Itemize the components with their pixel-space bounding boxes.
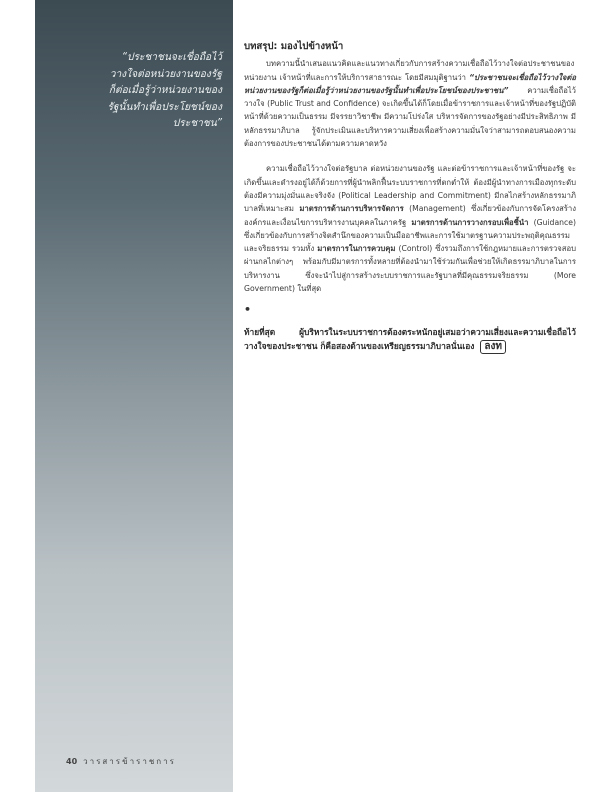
end-of-article-mark: ลงท [480, 340, 506, 354]
paragraph-2-bold-management: มาตรการด้านการบริหารจัดการ [299, 204, 404, 214]
page-number: 40 [66, 757, 78, 766]
bullet-mark: • [244, 303, 252, 317]
paragraph-1-text-a: บทความนี้นำเสนอแนวคิดและแนวทางเกี่ยวกับการสร้างความเชื่อถือไว้วางใจต่อประชาชนของหน่วยงาน เจ้าหน้าที่และการให้บริการสาธารณะ โดยมีสมมุติฐานว่า [244, 59, 575, 82]
page-footer [66, 755, 176, 768]
closing-text: ท้ายที่สุด ผู้บริหารในระบบราชการต้องตระหนักอยู่เสมอว่าความเสี่ยงและความเชื่อถือไว้วางใจของประชาชน ก็คือสองด้านของเหรียญธรรมาภิบาลนั่นเอง [244, 327, 576, 352]
paragraph-1-emphasis: “ประชาชนจะเชื่อถือไว้วางใจต่อหน่วยงานของรัฐก็ต่อเมื่อรู้ว่าหน่วยงานของรัฐนั้นทำเพื่อประโยชน์ของประชาชน” [244, 72, 576, 95]
section-heading: บทสรุป: มองไปข้างหน้า [244, 41, 344, 52]
paragraph-2-text-d: (Guidance) ซึ่งเกี่ยวข้องกับการสร้างจิตสำนึกของความเป็นมืออาชีพและการใช้มาตรฐานความประพฤติคุณธรรมและจริยธรรม รวมทั้ง [244, 217, 576, 254]
paragraph-2-text-e: (Control) ซึ่งรวมถึงการใช้กฎหมายและการตรวจสอบผ่านกลไกต่างๆ พร้อมกับมีมาตรการทั้งหลายที่ต้องนำมาใช้ร่วมกันเพื่อช่วยให้เกิดธรรมาภิบาลในการบริหารงาน ซึ่งจะนำไปสู่การสร้างระบบราชการและรัฐบาลที่มีคุณธรรมจริยธรรม (More Government) ในที่สุด [244, 244, 576, 294]
paragraph-2-bold-control: มาตรการในการควบคุม [317, 244, 396, 254]
paragraph-2 [244, 162, 576, 295]
closing-paragraph [244, 325, 576, 354]
paragraph-1-text-b: ความเชื่อถือไว้วางใจ (Public Trust and Confidence) จะเกิดขึ้นได้ก็โดยเมื่อข้าราชการและเจ้าหน้าที่ของรัฐปฏิบัติหน้าที่ด้วยความเป็นธรรม มีจรรยาวิชาชีพ มีความโปร่งใส บริหารจัดการของรัฐอย่างมีประสิทธิภาพ มีหลักธรรมาภิบาล รู้จักประเมินและบริหารความเสี่ยงเพื่อสร้างความมั่นใจว่าสามารถตอบสนองความต้องการของประชาชนได้ตามความคาดหวัง [244, 85, 576, 149]
paragraph-2-text-c: (Management) ซึ่งเกี่ยวข้องกับการจัดโครงสร้างองค์กรและเงื่อนไขการบริหารงานบุคคลในภาครัฐ [244, 204, 576, 227]
paragraph-1 [244, 57, 576, 150]
paragraph-2-bold-guidance: มาตรการด้านการวางกรอบเพื่อชี้นำ [411, 217, 529, 227]
article-body [244, 40, 576, 362]
pull-quote: “ประชาชนจะเชื่อถือไว้วางใจต่อหน่วยงานของรัฐก็ต่อเมื่อรู้ว่าหน่วยงานของรัฐนั้นทำเพื่อประโยชน์ของประชาชน” [107, 52, 222, 129]
paragraph-2-text-a: ความเชื่อถือไว้วางใจต่อรัฐบาล ต่อหน่วยงานของรัฐ และต่อข้าราชการและเจ้าหน้าที่ของรัฐ จะเกิดขึ้นและดำรงอยู่ได้ก็ด้วยการที่ผู้นำพลิกฟื้นระบบราชการที่ตกต่ำให้ ต้องมีผู้นำทางการเมืองทุกระดับต้องมีความมุ่งมั่นและจริงจัง (Political Leadership and Commitment) มีกลไกสร้างหลักธรรมาภิบาลที่เหมาะสม [244, 164, 576, 214]
journal-name: วารสารข้าราชการ [83, 757, 176, 766]
